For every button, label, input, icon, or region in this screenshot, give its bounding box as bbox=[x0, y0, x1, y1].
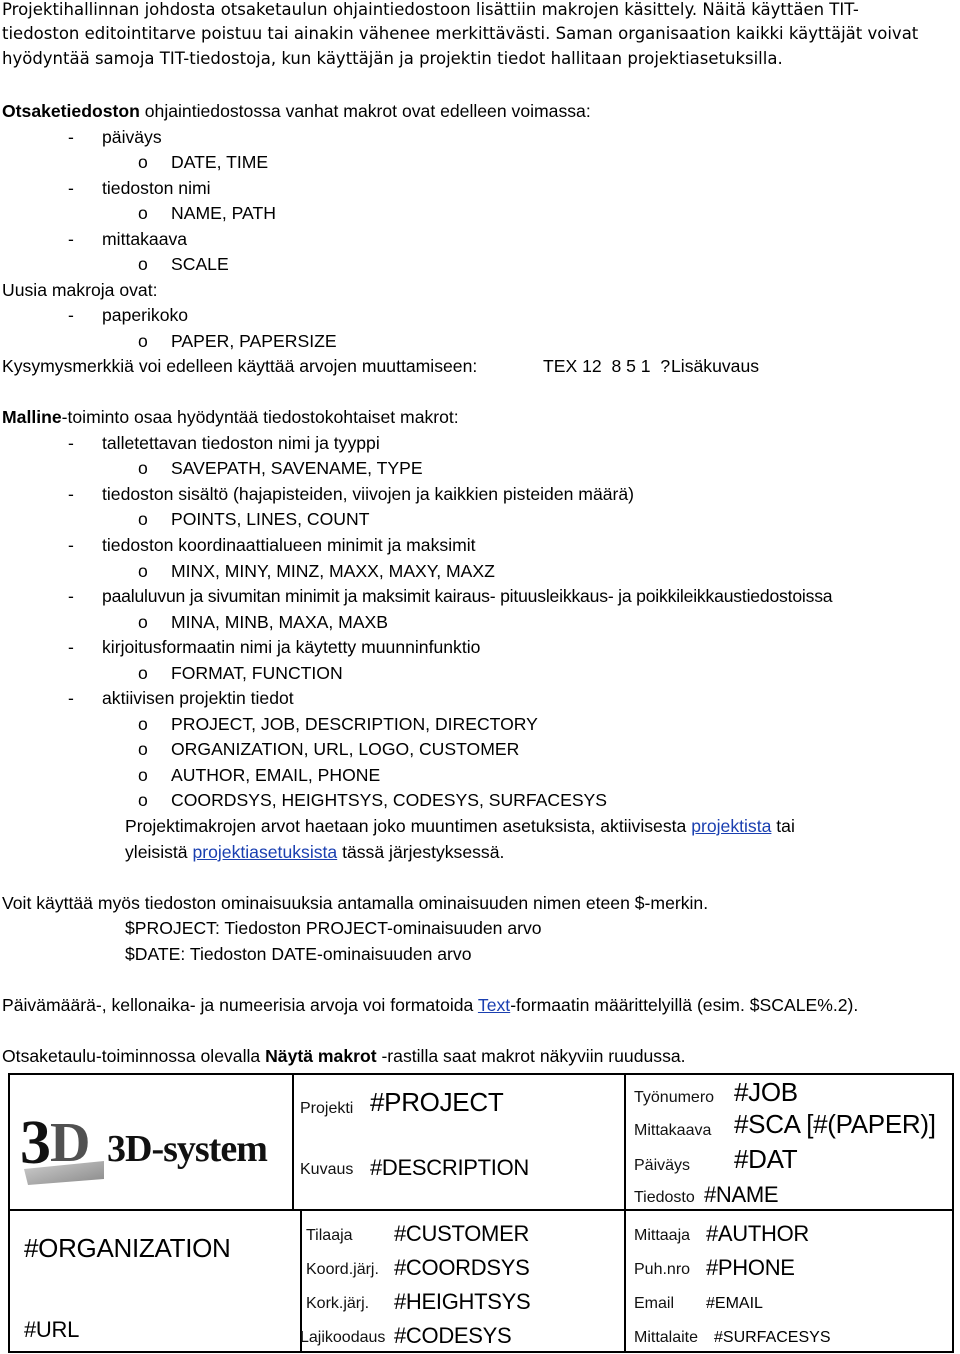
intro-line-1: Projektihallinnan johdosta otsaketaulun ohjaintiedostoon lisättiin makrojen käsittely. Näitä käyttäen TIT- bbox=[2, 0, 859, 19]
project-macro-note-2: yleisistä projektiasetuksista tässä järjestyksessä. bbox=[125, 842, 505, 862]
tilaaja-value: #CUSTOMER bbox=[394, 1221, 530, 1246]
show-macros-line: Otsaketaulu-toiminnossa olevalla Näytä makrot -rastilla saat makrot näkyviin ruudussa. bbox=[2, 1046, 686, 1066]
text-format-link[interactable]: Text bbox=[477, 995, 511, 1015]
laji-label: Lajikoodaus bbox=[300, 1329, 386, 1346]
email-value: #EMAIL bbox=[706, 1295, 763, 1312]
svg-text:D: D bbox=[50, 1112, 91, 1174]
projektiasetuksista-link[interactable]: projektiasetuksista bbox=[192, 842, 338, 862]
projekti-label: Projekti bbox=[300, 1100, 354, 1117]
question-line: Kysymysmerkkiä voi edelleen käyttää arvojen muuttamiseen: TEX 12 8 5 1 ? Lisäkuvaus bbox=[2, 356, 760, 376]
tyonumero-value: #JOB bbox=[734, 1077, 798, 1107]
tilaaja-label: Tilaaja bbox=[306, 1227, 353, 1244]
template-heading: Malline-toiminto osaa hyödyntää tiedostokohtaiset makrot: bbox=[2, 407, 459, 427]
tiedosto-label: Tiedosto bbox=[634, 1189, 695, 1206]
mittalaite-label: Mittalaite bbox=[634, 1329, 699, 1346]
koord-value: #COORDSYS bbox=[394, 1255, 530, 1280]
project-macro-note: Projektimakrojen arvot haetaan joko muuntimen asetuksista, aktiivisesta projektista tai bbox=[125, 816, 795, 836]
puh-label: Puh.nro bbox=[634, 1261, 691, 1278]
laji-value: #CODESYS bbox=[394, 1323, 512, 1348]
mittalaite-value: #SURFACESYS bbox=[714, 1329, 831, 1346]
organization-value: #ORGANIZATION bbox=[24, 1233, 231, 1263]
koord-label: Koord.järj. bbox=[306, 1261, 379, 1278]
kuvaus-value: #DESCRIPTION bbox=[370, 1155, 529, 1180]
company-logo bbox=[14, 1099, 289, 1189]
tyonumero-label: Työnumero bbox=[634, 1089, 715, 1106]
new-macros-heading: Uusia makroja ovat: bbox=[2, 280, 158, 300]
kork-label: Kork.järj. bbox=[306, 1295, 370, 1312]
url-value: #URL bbox=[24, 1317, 80, 1342]
puh-value: #PHONE bbox=[706, 1255, 795, 1280]
old-macros-heading: Otsaketiedoston ohjaintiedostossa vanhat makrot ovat edelleen voimassa: bbox=[2, 101, 591, 121]
kuvaus-label: Kuvaus bbox=[300, 1161, 354, 1178]
projekti-value: #PROJECT bbox=[370, 1087, 504, 1117]
mittaaja-value: #AUTHOR bbox=[706, 1221, 810, 1246]
mittakaava-value: #SCA [#(PAPER)] bbox=[734, 1109, 936, 1139]
kork-value: #HEIGHTSYS bbox=[394, 1289, 531, 1314]
projektista-link[interactable]: projektista bbox=[691, 816, 772, 836]
properties-example-1: $PROJECT: Tiedoston PROJECT-ominaisuuden arvo bbox=[125, 918, 542, 938]
mittakaava-label: Mittakaava bbox=[634, 1122, 712, 1139]
paivays-label: Päiväys bbox=[634, 1157, 691, 1174]
properties-line: Voit käyttää myös tiedoston ominaisuuksia antamalla ominaisuuden nimen eteen $-merkin. bbox=[2, 893, 709, 913]
svg-text:3: 3 bbox=[20, 1109, 51, 1177]
mittaaja-label: Mittaaja bbox=[634, 1227, 691, 1244]
properties-example-2: $DATE: Tiedoston DATE-ominaisuuden arvo bbox=[125, 944, 472, 964]
format-line: Päivämäärä-, kellonaika- ja numeerisia arvoja voi formatoida Text-formaatin määrittelyillä (esim. $SCALE%.2). bbox=[2, 995, 859, 1015]
intro-line-3: hyödyntää samoja TIT-tiedostoja, kun käyttäjän ja projektin tiedot hallitaan projektiasetuksilla. bbox=[2, 49, 783, 68]
paivays-value: #DAT bbox=[734, 1144, 798, 1174]
title-block-example bbox=[8, 1073, 954, 1353]
email-label: Email bbox=[634, 1295, 675, 1312]
logo-text: 3D-system bbox=[107, 1128, 267, 1170]
intro-line-2: tiedoston editointitarve poistuu tai ainakin vähenee merkittävästi. Saman organisaation kaikki käyttäjät voivat bbox=[2, 24, 919, 43]
tiedosto-value: #NAME bbox=[704, 1182, 779, 1207]
